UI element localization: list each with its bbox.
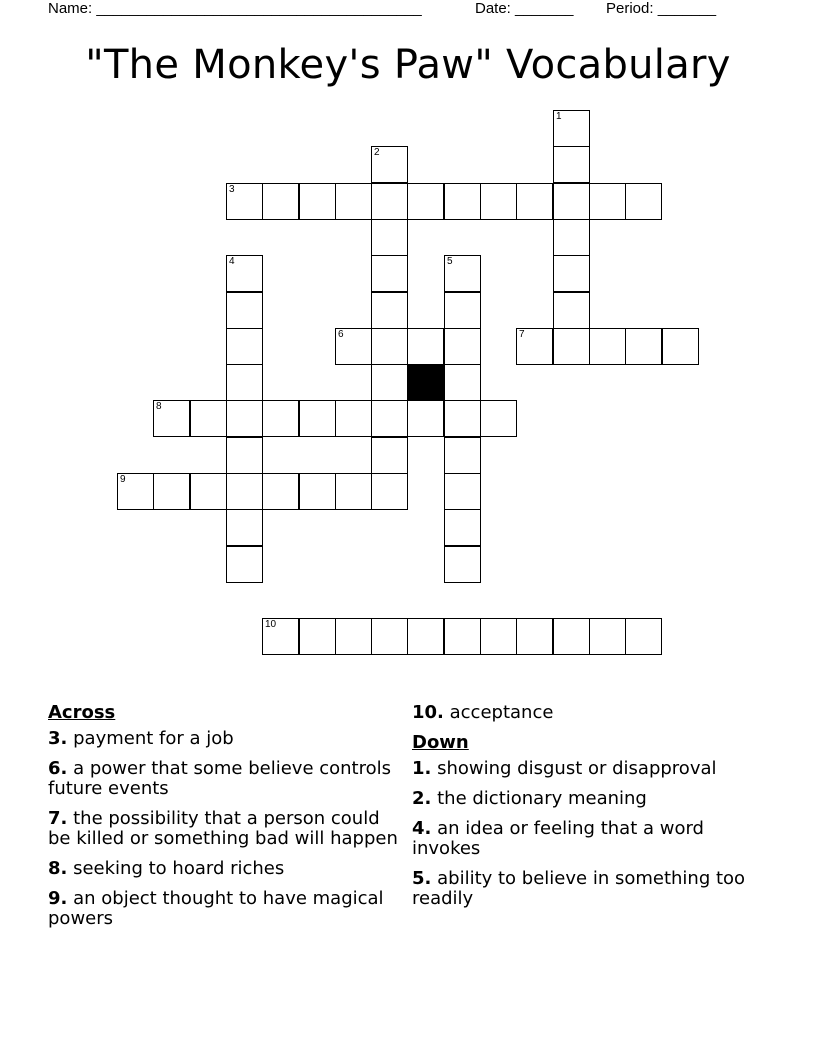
grid-cell[interactable] bbox=[226, 400, 263, 437]
grid-cell[interactable] bbox=[371, 328, 408, 365]
grid-cell[interactable] bbox=[444, 292, 481, 329]
grid-cell[interactable] bbox=[190, 473, 227, 510]
grid-cell[interactable] bbox=[262, 618, 299, 655]
grid-cell[interactable] bbox=[153, 400, 190, 437]
grid-cell[interactable] bbox=[371, 219, 408, 256]
grid-cell[interactable] bbox=[589, 183, 626, 220]
clue-down-1: 1. showing disgust or disapproval bbox=[412, 758, 717, 779]
grid-cell[interactable] bbox=[480, 183, 517, 220]
grid-cell[interactable] bbox=[625, 328, 662, 365]
grid-cell[interactable] bbox=[262, 473, 299, 510]
clue-number: 3 bbox=[229, 184, 235, 195]
across-heading: Across bbox=[48, 702, 116, 723]
grid-cell[interactable] bbox=[371, 364, 408, 401]
grid-cell[interactable] bbox=[480, 618, 517, 655]
grid-cell[interactable] bbox=[625, 183, 662, 220]
grid-cell[interactable] bbox=[444, 183, 481, 220]
grid-cell[interactable] bbox=[444, 509, 481, 546]
grid-cell[interactable] bbox=[371, 292, 408, 329]
grid-cell[interactable] bbox=[153, 473, 190, 510]
down-heading: Down bbox=[412, 732, 469, 753]
clue-across-10: 10. acceptance bbox=[412, 702, 554, 723]
grid-cell[interactable] bbox=[226, 255, 263, 292]
grid-cell[interactable] bbox=[262, 183, 299, 220]
grid-cell[interactable] bbox=[553, 183, 590, 220]
grid-cell[interactable] bbox=[371, 618, 408, 655]
clue-number: 9 bbox=[120, 474, 126, 485]
grid-cell[interactable] bbox=[190, 400, 227, 437]
clue-across-3: 3. payment for a job bbox=[48, 728, 234, 749]
date-field-label: Date: _______ bbox=[475, 0, 574, 17]
grid-cell[interactable] bbox=[516, 328, 553, 365]
black-square bbox=[407, 364, 444, 401]
grid-cell[interactable] bbox=[444, 364, 481, 401]
grid-cell[interactable] bbox=[625, 618, 662, 655]
grid-cell[interactable] bbox=[335, 618, 372, 655]
clue-down-4: 4. an idea or feeling that a word invokes bbox=[412, 818, 704, 859]
grid-cell[interactable] bbox=[444, 400, 481, 437]
clue-across-8: 8. seeking to hoard riches bbox=[48, 858, 285, 879]
down-clues bbox=[412, 703, 752, 919]
grid-cell[interactable] bbox=[516, 183, 553, 220]
name-field-label: Name: _______________________________________ bbox=[48, 0, 422, 17]
clue-number: 5 bbox=[447, 256, 453, 267]
grid-cell[interactable] bbox=[553, 328, 590, 365]
grid-cell[interactable] bbox=[262, 400, 299, 437]
clue-across-6: 6. a power that some believe controls future events bbox=[48, 758, 392, 799]
clue-number: 8 bbox=[156, 401, 162, 412]
grid-cell[interactable] bbox=[117, 473, 154, 510]
grid-cell[interactable] bbox=[335, 400, 372, 437]
grid-cell[interactable] bbox=[553, 110, 590, 147]
grid-cell[interactable] bbox=[299, 618, 336, 655]
across-clues bbox=[48, 703, 400, 939]
grid-cell[interactable] bbox=[516, 618, 553, 655]
grid-cell[interactable] bbox=[480, 400, 517, 437]
page-title: "The Monkey's Paw" Vocabulary bbox=[85, 42, 731, 88]
grid-cell[interactable] bbox=[335, 183, 372, 220]
grid-cell[interactable] bbox=[589, 328, 626, 365]
clue-number: 1 bbox=[556, 111, 562, 122]
grid-cell[interactable] bbox=[371, 400, 408, 437]
period-field-label: Period: _______ bbox=[606, 0, 717, 17]
grid-cell[interactable] bbox=[371, 473, 408, 510]
clue-across-7: 7. the possibility that a person could be killed or something bad will happen bbox=[48, 808, 398, 849]
grid-cell[interactable] bbox=[407, 400, 444, 437]
grid-cell[interactable] bbox=[444, 328, 481, 365]
grid-cell[interactable] bbox=[444, 618, 481, 655]
grid-cell[interactable] bbox=[226, 473, 263, 510]
grid-cell[interactable] bbox=[226, 546, 263, 583]
grid-cell[interactable] bbox=[553, 146, 590, 183]
grid-cell[interactable] bbox=[662, 328, 699, 365]
grid-cell[interactable] bbox=[444, 546, 481, 583]
grid-cell[interactable] bbox=[226, 292, 263, 329]
clue-down-2: 2. the dictionary meaning bbox=[412, 788, 647, 809]
clue-number: 2 bbox=[374, 147, 380, 158]
grid-cell[interactable] bbox=[226, 364, 263, 401]
grid-cell[interactable] bbox=[299, 183, 336, 220]
grid-cell[interactable] bbox=[371, 183, 408, 220]
grid-cell[interactable] bbox=[553, 219, 590, 256]
clue-down-5: 5. ability to believe in something too readily bbox=[412, 868, 746, 909]
grid-cell[interactable] bbox=[589, 618, 626, 655]
grid-cell[interactable] bbox=[407, 618, 444, 655]
grid-cell[interactable] bbox=[226, 328, 263, 365]
grid-cell[interactable] bbox=[371, 437, 408, 474]
grid-cell[interactable] bbox=[226, 509, 263, 546]
grid-cell[interactable] bbox=[553, 618, 590, 655]
grid-cell[interactable] bbox=[226, 183, 263, 220]
grid-cell[interactable] bbox=[299, 473, 336, 510]
grid-cell[interactable] bbox=[226, 437, 263, 474]
grid-cell[interactable] bbox=[444, 255, 481, 292]
grid-cell[interactable] bbox=[371, 255, 408, 292]
clue-number: 10 bbox=[265, 619, 277, 630]
grid-cell[interactable] bbox=[444, 473, 481, 510]
clue-across-9: 9. an object thought to have magical powers bbox=[48, 888, 384, 929]
grid-cell[interactable] bbox=[407, 183, 444, 220]
grid-cell[interactable] bbox=[444, 437, 481, 474]
grid-cell[interactable] bbox=[335, 328, 372, 365]
grid-cell[interactable] bbox=[553, 292, 590, 329]
clue-number: 7 bbox=[519, 329, 525, 340]
grid-cell[interactable] bbox=[407, 328, 444, 365]
grid-cell[interactable] bbox=[553, 255, 590, 292]
clue-number: 6 bbox=[338, 329, 344, 340]
clue-number: 4 bbox=[229, 256, 235, 267]
grid-cell[interactable] bbox=[299, 400, 336, 437]
grid-cell[interactable] bbox=[335, 473, 372, 510]
grid-cell[interactable] bbox=[371, 146, 408, 183]
